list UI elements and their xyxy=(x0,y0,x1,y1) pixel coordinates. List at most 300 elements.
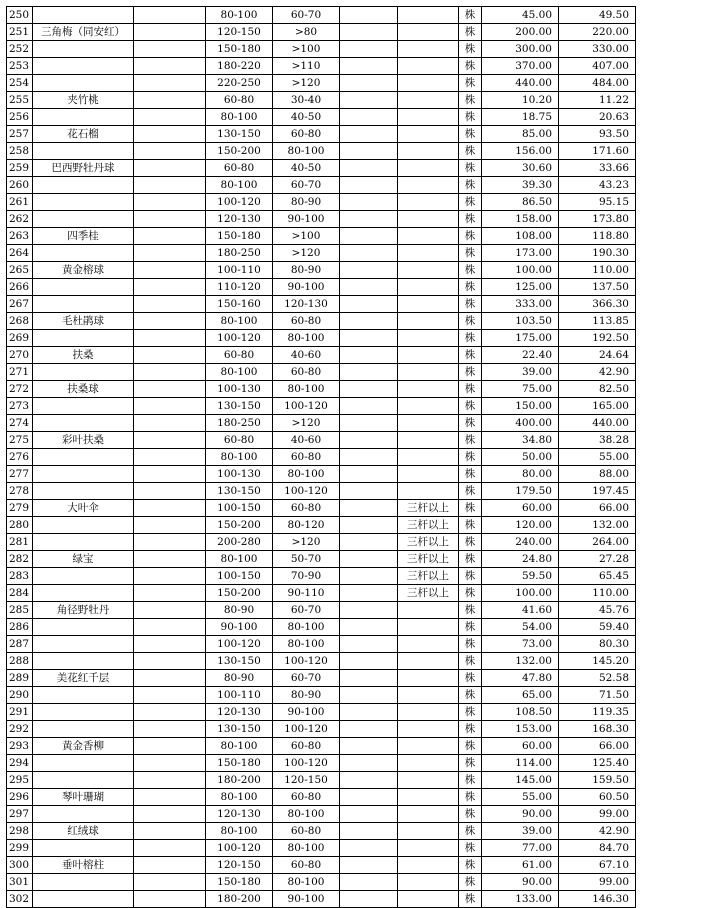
col-f-cell xyxy=(340,840,398,857)
col-c-cell xyxy=(134,687,206,704)
row-number-cell: 262 xyxy=(7,211,33,228)
col-f-cell xyxy=(340,313,398,330)
note-cell xyxy=(398,670,459,687)
table-row xyxy=(7,534,636,551)
col-c-cell xyxy=(134,177,206,194)
price-cell: 200.00 xyxy=(482,24,559,41)
height-cell: 60-80 xyxy=(206,160,273,177)
plant-name-cell xyxy=(33,466,134,483)
height-cell: 120-130 xyxy=(206,211,273,228)
col-f-cell xyxy=(340,551,398,568)
price-cell: 50.00 xyxy=(482,449,559,466)
col-f-cell xyxy=(340,296,398,313)
table-row xyxy=(7,551,636,568)
height-cell: 200-280 xyxy=(206,534,273,551)
height-cell: 80-100 xyxy=(206,313,273,330)
crown-width-cell: 80-100 xyxy=(273,840,340,857)
unit-cell: 株 xyxy=(459,721,482,738)
row-number-cell: 292 xyxy=(7,721,33,738)
plant-name-cell xyxy=(33,483,134,500)
row-number-cell: 267 xyxy=(7,296,33,313)
col-c-cell xyxy=(134,585,206,602)
price-incl-tax-cell: 407.00 xyxy=(559,58,636,75)
row-number-cell: 280 xyxy=(7,517,33,534)
crown-width-cell: 60-80 xyxy=(273,789,340,806)
price-incl-tax-cell: 71.50 xyxy=(559,687,636,704)
crown-width-cell: 80-90 xyxy=(273,687,340,704)
note-cell: 三杆以上 xyxy=(398,568,459,585)
col-c-cell xyxy=(134,449,206,466)
crown-width-cell: 80-100 xyxy=(273,330,340,347)
plant-name-cell: 红绒球 xyxy=(33,823,134,840)
unit-cell: 株 xyxy=(459,636,482,653)
height-cell: 100-110 xyxy=(206,262,273,279)
col-c-cell xyxy=(134,381,206,398)
col-c-cell xyxy=(134,823,206,840)
row-number-cell: 268 xyxy=(7,313,33,330)
price-incl-tax-cell: 110.00 xyxy=(559,585,636,602)
table-row xyxy=(7,381,636,398)
plant-name-cell: 角径野牡丹 xyxy=(33,602,134,619)
crown-width-cell: 90-100 xyxy=(273,211,340,228)
height-cell: 80-90 xyxy=(206,670,273,687)
crown-width-cell: 40-50 xyxy=(273,109,340,126)
col-c-cell xyxy=(134,755,206,772)
height-cell: 180-220 xyxy=(206,58,273,75)
row-number-cell: 257 xyxy=(7,126,33,143)
price-incl-tax-cell: 24.64 xyxy=(559,347,636,364)
plant-name-cell xyxy=(33,585,134,602)
col-f-cell xyxy=(340,194,398,211)
height-cell: 120-130 xyxy=(206,704,273,721)
col-f-cell xyxy=(340,279,398,296)
price-cell: 45.00 xyxy=(482,7,559,24)
crown-width-cell: >80 xyxy=(273,24,340,41)
unit-cell: 株 xyxy=(459,840,482,857)
table-row xyxy=(7,228,636,245)
price-incl-tax-cell: 484.00 xyxy=(559,75,636,92)
price-incl-tax-cell: 146.30 xyxy=(559,891,636,908)
price-incl-tax-cell: 171.60 xyxy=(559,143,636,160)
crown-width-cell: 80-100 xyxy=(273,806,340,823)
col-c-cell xyxy=(134,466,206,483)
col-c-cell xyxy=(134,806,206,823)
table-row xyxy=(7,602,636,619)
price-cell: 150.00 xyxy=(482,398,559,415)
col-f-cell xyxy=(340,160,398,177)
col-f-cell xyxy=(340,857,398,874)
price-incl-tax-cell: 42.90 xyxy=(559,364,636,381)
crown-width-cell: 70-90 xyxy=(273,568,340,585)
price-cell: 333.00 xyxy=(482,296,559,313)
price-incl-tax-cell: 66.00 xyxy=(559,738,636,755)
row-number-cell: 274 xyxy=(7,415,33,432)
plant-name-cell: 大叶伞 xyxy=(33,500,134,517)
crown-width-cell: 60-70 xyxy=(273,7,340,24)
unit-cell: 株 xyxy=(459,517,482,534)
table-row xyxy=(7,517,636,534)
price-incl-tax-cell: 113.85 xyxy=(559,313,636,330)
plant-name-cell xyxy=(33,840,134,857)
plant-name-cell: 毛杜鹃球 xyxy=(33,313,134,330)
price-incl-tax-cell: 159.50 xyxy=(559,772,636,789)
unit-cell: 株 xyxy=(459,330,482,347)
col-f-cell xyxy=(340,364,398,381)
crown-width-cell: 40-60 xyxy=(273,432,340,449)
row-number-cell: 278 xyxy=(7,483,33,500)
crown-width-cell: 80-100 xyxy=(273,619,340,636)
height-cell: 100-130 xyxy=(206,381,273,398)
table-row xyxy=(7,585,636,602)
note-cell xyxy=(398,245,459,262)
row-number-cell: 299 xyxy=(7,840,33,857)
col-c-cell xyxy=(134,415,206,432)
plant-name-cell: 扶桑球 xyxy=(33,381,134,398)
unit-cell: 株 xyxy=(459,58,482,75)
note-cell xyxy=(398,483,459,500)
plant-name-cell xyxy=(33,211,134,228)
price-incl-tax-cell: 264.00 xyxy=(559,534,636,551)
unit-cell: 株 xyxy=(459,619,482,636)
height-cell: 180-250 xyxy=(206,245,273,262)
crown-width-cell: 80-90 xyxy=(273,262,340,279)
plant-name-cell xyxy=(33,687,134,704)
crown-width-cell: 60-70 xyxy=(273,602,340,619)
col-f-cell xyxy=(340,636,398,653)
plant-name-cell xyxy=(33,755,134,772)
table-row xyxy=(7,109,636,126)
col-f-cell xyxy=(340,24,398,41)
price-incl-tax-cell: 88.00 xyxy=(559,466,636,483)
plant-name-cell xyxy=(33,58,134,75)
plant-name-cell xyxy=(33,619,134,636)
unit-cell: 株 xyxy=(459,432,482,449)
table-row xyxy=(7,483,636,500)
col-c-cell xyxy=(134,636,206,653)
crown-width-cell: 80-90 xyxy=(273,194,340,211)
unit-cell: 株 xyxy=(459,551,482,568)
row-number-cell: 288 xyxy=(7,653,33,670)
col-c-cell xyxy=(134,619,206,636)
unit-cell: 株 xyxy=(459,279,482,296)
price-incl-tax-cell: 145.20 xyxy=(559,653,636,670)
unit-cell: 株 xyxy=(459,687,482,704)
price-cell: 39.30 xyxy=(482,177,559,194)
plant-name-cell xyxy=(33,704,134,721)
note-cell xyxy=(398,75,459,92)
table-row xyxy=(7,313,636,330)
col-f-cell xyxy=(340,41,398,58)
price-cell: 39.00 xyxy=(482,364,559,381)
table-row xyxy=(7,653,636,670)
col-c-cell xyxy=(134,721,206,738)
col-f-cell xyxy=(340,653,398,670)
unit-cell: 株 xyxy=(459,568,482,585)
table-row xyxy=(7,92,636,109)
price-cell: 108.00 xyxy=(482,228,559,245)
plant-name-cell: 垂叶榕柱 xyxy=(33,857,134,874)
table-row xyxy=(7,177,636,194)
row-number-cell: 264 xyxy=(7,245,33,262)
col-c-cell xyxy=(134,211,206,228)
crown-width-cell: 30-40 xyxy=(273,92,340,109)
row-number-cell: 252 xyxy=(7,41,33,58)
col-c-cell xyxy=(134,551,206,568)
col-c-cell xyxy=(134,857,206,874)
table-row xyxy=(7,857,636,874)
height-cell: 180-250 xyxy=(206,415,273,432)
row-number-cell: 282 xyxy=(7,551,33,568)
col-c-cell xyxy=(134,228,206,245)
crown-width-cell: 80-100 xyxy=(273,143,340,160)
price-incl-tax-cell: 52.58 xyxy=(559,670,636,687)
plant-name-cell: 三角梅（同安红） xyxy=(33,24,134,41)
height-cell: 130-150 xyxy=(206,653,273,670)
col-c-cell xyxy=(134,840,206,857)
plant-name-cell: 绿宝 xyxy=(33,551,134,568)
price-cell: 65.00 xyxy=(482,687,559,704)
note-cell xyxy=(398,160,459,177)
col-f-cell xyxy=(340,568,398,585)
price-incl-tax-cell: 33.66 xyxy=(559,160,636,177)
price-cell: 175.00 xyxy=(482,330,559,347)
plant-name-cell xyxy=(33,806,134,823)
col-f-cell xyxy=(340,602,398,619)
unit-cell: 株 xyxy=(459,857,482,874)
unit-cell: 株 xyxy=(459,381,482,398)
plant-name-cell xyxy=(33,772,134,789)
height-cell: 100-120 xyxy=(206,840,273,857)
plant-name-cell xyxy=(33,653,134,670)
unit-cell: 株 xyxy=(459,245,482,262)
note-cell xyxy=(398,126,459,143)
row-number-cell: 287 xyxy=(7,636,33,653)
note-cell: 三杆以上 xyxy=(398,500,459,517)
crown-width-cell: 100-120 xyxy=(273,483,340,500)
price-cell: 90.00 xyxy=(482,874,559,891)
col-f-cell xyxy=(340,381,398,398)
col-c-cell xyxy=(134,313,206,330)
height-cell: 180-200 xyxy=(206,891,273,908)
col-f-cell xyxy=(340,738,398,755)
col-f-cell xyxy=(340,806,398,823)
note-cell xyxy=(398,738,459,755)
height-cell: 60-80 xyxy=(206,347,273,364)
note-cell xyxy=(398,92,459,109)
col-c-cell xyxy=(134,279,206,296)
col-f-cell xyxy=(340,109,398,126)
unit-cell: 株 xyxy=(459,398,482,415)
price-cell: 108.50 xyxy=(482,704,559,721)
col-f-cell xyxy=(340,755,398,772)
price-cell: 120.00 xyxy=(482,517,559,534)
col-c-cell xyxy=(134,262,206,279)
col-f-cell xyxy=(340,704,398,721)
price-incl-tax-cell: 125.40 xyxy=(559,755,636,772)
unit-cell: 株 xyxy=(459,194,482,211)
price-incl-tax-cell: 110.00 xyxy=(559,262,636,279)
table-row xyxy=(7,245,636,262)
price-cell: 179.50 xyxy=(482,483,559,500)
height-cell: 80-100 xyxy=(206,364,273,381)
col-f-cell xyxy=(340,687,398,704)
row-number-cell: 284 xyxy=(7,585,33,602)
unit-cell: 株 xyxy=(459,483,482,500)
unit-cell: 株 xyxy=(459,755,482,772)
price-cell: 77.00 xyxy=(482,840,559,857)
price-incl-tax-cell: 99.00 xyxy=(559,806,636,823)
height-cell: 80-90 xyxy=(206,602,273,619)
note-cell xyxy=(398,228,459,245)
col-c-cell xyxy=(134,517,206,534)
table-row xyxy=(7,840,636,857)
plant-name-cell: 扶桑 xyxy=(33,347,134,364)
col-f-cell xyxy=(340,228,398,245)
table-row xyxy=(7,75,636,92)
col-c-cell xyxy=(134,41,206,58)
col-f-cell xyxy=(340,432,398,449)
price-incl-tax-cell: 93.50 xyxy=(559,126,636,143)
note-cell xyxy=(398,432,459,449)
height-cell: 180-200 xyxy=(206,772,273,789)
crown-width-cell: 60-80 xyxy=(273,364,340,381)
plant-name-cell xyxy=(33,517,134,534)
unit-cell: 株 xyxy=(459,347,482,364)
height-cell: 120-150 xyxy=(206,857,273,874)
col-c-cell xyxy=(134,483,206,500)
price-incl-tax-cell: 119.35 xyxy=(559,704,636,721)
table-row xyxy=(7,194,636,211)
row-number-cell: 266 xyxy=(7,279,33,296)
note-cell xyxy=(398,211,459,228)
note-cell xyxy=(398,313,459,330)
crown-width-cell: >100 xyxy=(273,41,340,58)
crown-width-cell: 100-120 xyxy=(273,721,340,738)
price-cell: 41.60 xyxy=(482,602,559,619)
table-row xyxy=(7,449,636,466)
plant-name-cell xyxy=(33,636,134,653)
row-number-cell: 293 xyxy=(7,738,33,755)
crown-width-cell: 60-80 xyxy=(273,857,340,874)
row-number-cell: 291 xyxy=(7,704,33,721)
plant-name-cell: 黄金榕球 xyxy=(33,262,134,279)
price-cell: 75.00 xyxy=(482,381,559,398)
crown-width-cell: 60-80 xyxy=(273,449,340,466)
col-c-cell xyxy=(134,7,206,24)
col-c-cell xyxy=(134,891,206,908)
note-cell xyxy=(398,840,459,857)
crown-width-cell: 90-100 xyxy=(273,891,340,908)
note-cell xyxy=(398,381,459,398)
price-cell: 132.00 xyxy=(482,653,559,670)
price-cell: 34.80 xyxy=(482,432,559,449)
unit-cell: 株 xyxy=(459,75,482,92)
crown-width-cell: 80-100 xyxy=(273,381,340,398)
price-incl-tax-cell: 220.00 xyxy=(559,24,636,41)
note-cell xyxy=(398,789,459,806)
plant-name-cell: 巴西野牡丹球 xyxy=(33,160,134,177)
note-cell xyxy=(398,653,459,670)
crown-width-cell: 100-120 xyxy=(273,653,340,670)
crown-width-cell: >100 xyxy=(273,228,340,245)
table-row xyxy=(7,687,636,704)
note-cell xyxy=(398,721,459,738)
price-incl-tax-cell: 173.80 xyxy=(559,211,636,228)
price-cell: 60.00 xyxy=(482,738,559,755)
row-number-cell: 301 xyxy=(7,874,33,891)
crown-width-cell: 60-80 xyxy=(273,313,340,330)
col-c-cell xyxy=(134,500,206,517)
col-c-cell xyxy=(134,874,206,891)
price-cell: 145.00 xyxy=(482,772,559,789)
height-cell: 80-100 xyxy=(206,177,273,194)
row-number-cell: 254 xyxy=(7,75,33,92)
table-row xyxy=(7,670,636,687)
col-c-cell xyxy=(134,602,206,619)
row-number-cell: 265 xyxy=(7,262,33,279)
table-row xyxy=(7,415,636,432)
plant-name-cell xyxy=(33,177,134,194)
col-c-cell xyxy=(134,364,206,381)
crown-width-cell: >120 xyxy=(273,245,340,262)
col-c-cell xyxy=(134,789,206,806)
plant-name-cell xyxy=(33,279,134,296)
plant-name-cell xyxy=(33,568,134,585)
table-row xyxy=(7,279,636,296)
col-c-cell xyxy=(134,347,206,364)
height-cell: 150-200 xyxy=(206,143,273,160)
row-number-cell: 276 xyxy=(7,449,33,466)
height-cell: 80-100 xyxy=(206,789,273,806)
note-cell: 三杆以上 xyxy=(398,517,459,534)
table-row xyxy=(7,7,636,24)
unit-cell: 株 xyxy=(459,211,482,228)
price-cell: 86.50 xyxy=(482,194,559,211)
height-cell: 60-80 xyxy=(206,92,273,109)
note-cell xyxy=(398,398,459,415)
col-c-cell xyxy=(134,58,206,75)
row-number-cell: 279 xyxy=(7,500,33,517)
col-c-cell xyxy=(134,432,206,449)
note-cell xyxy=(398,296,459,313)
note-cell: 三杆以上 xyxy=(398,534,459,551)
unit-cell: 株 xyxy=(459,874,482,891)
price-incl-tax-cell: 440.00 xyxy=(559,415,636,432)
row-number-cell: 253 xyxy=(7,58,33,75)
table-row xyxy=(7,58,636,75)
note-cell xyxy=(398,687,459,704)
unit-cell: 株 xyxy=(459,466,482,483)
unit-cell: 株 xyxy=(459,704,482,721)
crown-width-cell: 80-100 xyxy=(273,636,340,653)
note-cell xyxy=(398,619,459,636)
table-row xyxy=(7,500,636,517)
note-cell xyxy=(398,466,459,483)
crown-width-cell: 100-120 xyxy=(273,755,340,772)
col-c-cell xyxy=(134,92,206,109)
table-row xyxy=(7,143,636,160)
crown-width-cell: >110 xyxy=(273,58,340,75)
note-cell xyxy=(398,857,459,874)
height-cell: 150-160 xyxy=(206,296,273,313)
crown-width-cell: 60-70 xyxy=(273,177,340,194)
col-c-cell xyxy=(134,653,206,670)
col-c-cell xyxy=(134,143,206,160)
unit-cell: 株 xyxy=(459,772,482,789)
row-number-cell: 269 xyxy=(7,330,33,347)
crown-width-cell: 60-70 xyxy=(273,670,340,687)
table-row xyxy=(7,126,636,143)
